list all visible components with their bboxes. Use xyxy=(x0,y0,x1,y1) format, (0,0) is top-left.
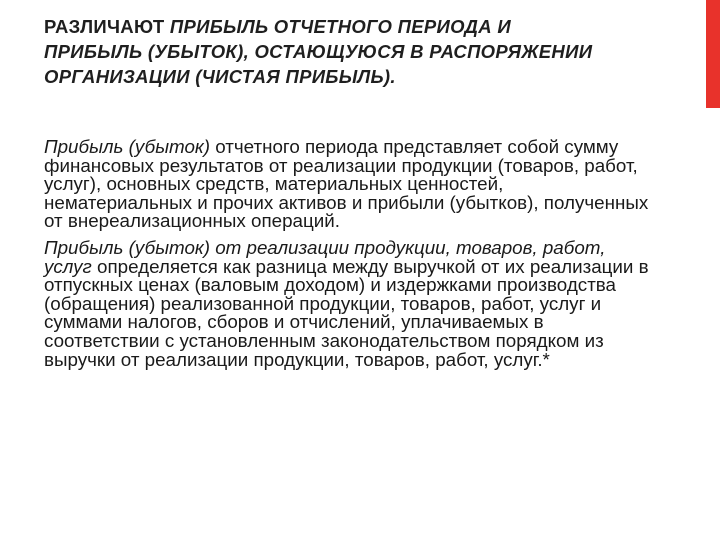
paragraph-text: отчетного периода представляет собой сумму финансовых результатов от реализации продукции (товаров, работ, услуг), основных средств, материальных ценностей, нематериальных и прочих активов и прибыли (убытков), полученных от внереализационных операций. xyxy=(44,136,649,232)
slide-body xyxy=(44,138,654,377)
slide-title xyxy=(44,14,604,89)
title-plain: РАЗЛИЧАЮТ xyxy=(44,16,170,37)
accent-bar xyxy=(706,0,720,108)
paragraph-lead: Прибыль (убыток) от реализации продукции, товаров, работ, услуг xyxy=(44,236,606,277)
paragraph-text: определяется как разница между выручкой от их реализации в отпускных ценах (валовым доходом) и издержками производства (обращения) реализованной продукции, товаров, работ, услуг и суммами налогов, сборов и отчислений, уплачиваемых в соответствии с установленным законодательством порядком из выручки от реализации продукции, товаров, работ, услуг.* xyxy=(44,255,649,370)
title-italic: ПРИБЫЛЬ ОТЧЕТНОГО ПЕРИОДА И ПРИБЫЛЬ (УБЫТОК), ОСТАЮЩУЮСЯ В РАСПОРЯЖЕНИИ ОРГАНИЗАЦИИ (ЧИСТАЯ ПРИБЫЛЬ). xyxy=(44,16,593,87)
paragraph-profit-period xyxy=(44,138,654,231)
paragraph-profit-sales xyxy=(44,236,654,370)
paragraph-lead: Прибыль (убыток) xyxy=(44,136,211,157)
